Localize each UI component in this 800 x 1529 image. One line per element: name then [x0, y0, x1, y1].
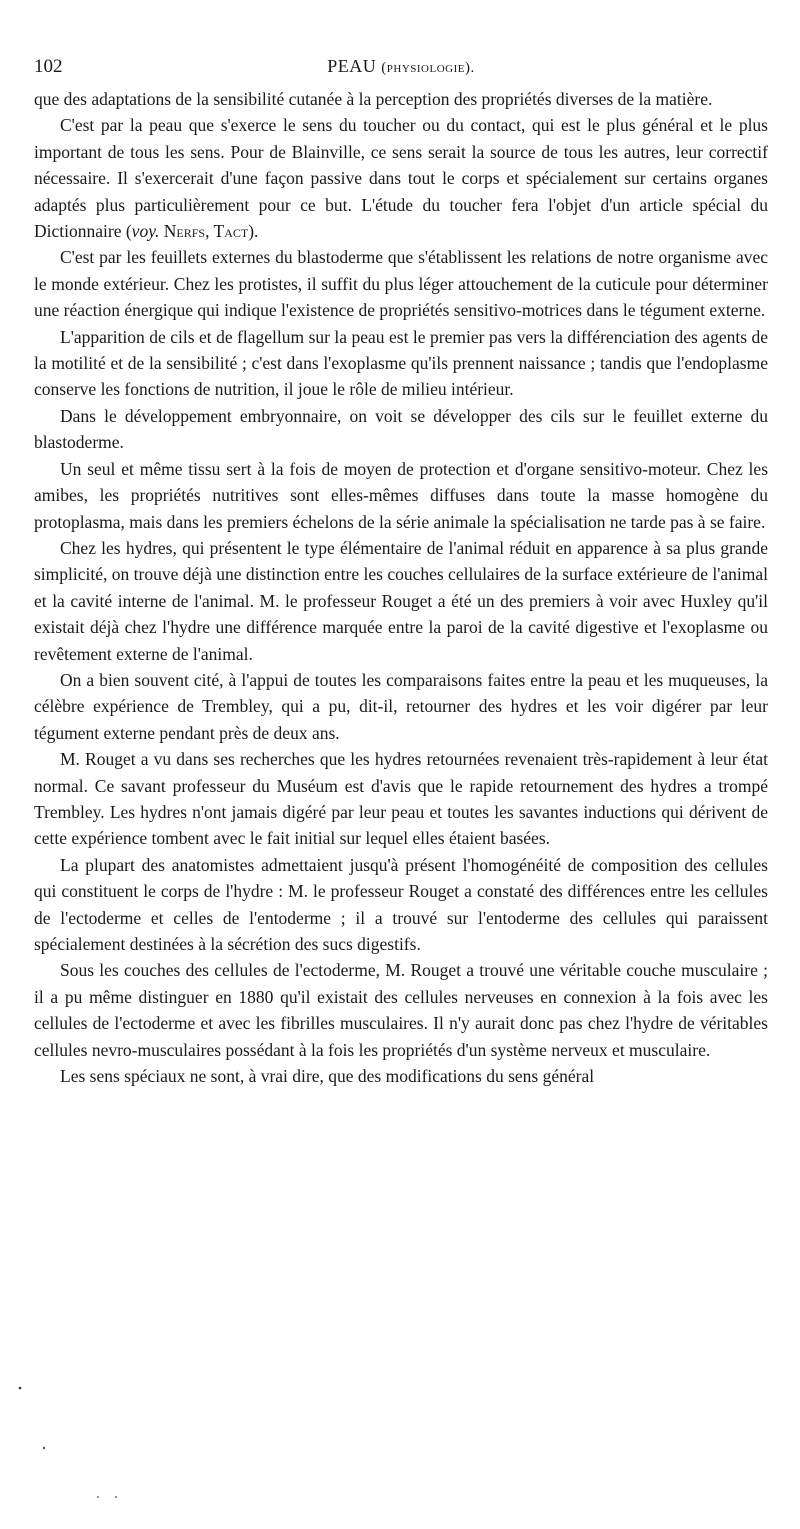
- paragraph: Dans le développement embryonnaire, on voit se développer des cils sur le feuillet externe du blastoderme.: [34, 405, 768, 453]
- paragraph: Les sens spéciaux ne sont, à vrai dire, que des modifications du sens général: [60, 1066, 595, 1087]
- page-number: 102: [34, 56, 63, 77]
- running-header: [34, 56, 768, 86]
- paragraph-end: ).: [248, 221, 259, 242]
- paragraph: [34, 112, 768, 244]
- paragraph: Un seul et même tissu sert à la fois de moyen de protection et d'organe sensitivo-moteur. Chez les amibes, les propriétés nutritives sont elles-mêmes diffuses dans toute la masse homogène du protoplasma, mais dans les premiers échelons de la série animale la spécialisation ne tarde pas à se faire.: [34, 458, 768, 532]
- paragraph: La plupart des anatomistes admettaient jusqu'à présent l'homogénéité de composition des cellules qui constituent le corps de l'hydre : M. le professeur Rouget a constaté des différences entre les cellules de l'ectoderme et celles de l'entoderme ; il a trouvé sur l'entoderme des cellules qui paraissent spécialement destinées à la sécrétion des sucs digestifs.: [34, 854, 768, 954]
- title: PEAU: [327, 56, 377, 76]
- voy-abbrev: voy.: [131, 221, 160, 242]
- speck: [97, 1496, 99, 1498]
- paragraph: L'apparition de cils et de flagellum sur la peau est le premier pas vers la différenciation des agents de la motilité et de la sensibilité ; c'est dans l'exoplasme qu'ils prennent naissance ; tandis que l'endoplasme conserve les fonctions de nutrition, il joue le rôle de milieu intérieur.: [34, 326, 768, 400]
- speck: [19, 1387, 22, 1390]
- cross-references: Nerfs, Tact: [163, 221, 249, 242]
- speck: [115, 1496, 117, 1498]
- paragraph: Sous les couches des cellules de l'ectoderme, M. Rouget a trouvé une véritable couche musculaire ; il a pu même distinguer en 1880 qu'il existait des cellules nerveuses en connexion à la fois avec les cellules de l'ectoderme et avec les fibrilles musculaires. Il n'y aurait donc pas chez l'hydre de véritables cellules nevro-musculaires possédant à la fois les propriétés d'un système nerveux et musculaire.: [34, 960, 768, 1060]
- body-text: [34, 86, 768, 1089]
- page: [34, 56, 768, 1089]
- paragraph-text: C'est par la peau que s'exerce le sens du toucher ou du contact, qui est le plus général et le plus important de tous les sens. Pour de Blainville, ce sens serait la source de tous les autres, leur correctif nécessaire. Il s'exercerait d'une façon passive dans tout le corps et spécialement sur certains organes adaptés plus particulièrement pour ce but. L'étude du toucher fera l'objet d'un article spécial du Dictionnaire (: [34, 115, 768, 242]
- paragraph: On a bien souvent cité, à l'appui de toutes les comparaisons faites entre la peau et les muqueuses, la célèbre expérience de Trembley, qui a pu, dit-il, retourner des hydres et les voir digérer par leur tégument externe pendant près de deux ans.: [34, 669, 768, 743]
- paragraph: M. Rouget a vu dans ses recherches que les hydres retournées revenaient très-rapidement à leur état normal. Ce savant professeur du Muséum est d'avis que le rapide retournement des hydres a trompé Trembley. Les hydres n'ont jamais digéré par leur peau et toutes les savantes inductions qui dérivent de cette expérience tombent avec le fait initial sur lequel elles étaient basées.: [34, 749, 768, 849]
- paragraph: C'est par les feuillets externes du blastoderme que s'établissent les relations de notre organisme avec le monde extérieur. Chez les protistes, il suffit du plus léger attouchement de la cuticule pour déterminer une réaction énergique qui indique l'existence de propriétés sensitivo-motrices dans le tégument externe.: [34, 247, 768, 321]
- paragraph: Chez les hydres, qui présentent le type élémentaire de l'animal réduit en apparence à sa plus grande simplicité, on trouve déjà une distinction entre les couches cellulaires de la surface extérieure de l'animal et la cavité interne de l'animal. M. le professeur Rouget a été un des premiers à voir avec Huxley qu'il existait déjà chez l'hydre une différence marquée entre la paroi de la cavité digestive et l'exoplasme ou revêtement externe de l'animal.: [34, 537, 768, 664]
- paragraph: que des adaptations de la sensibilité cutanée à la perception des propriétés diverses de la matière.: [34, 89, 713, 109]
- speck: [43, 1447, 45, 1449]
- running-title: [34, 56, 768, 77]
- subtitle: (physiologie).: [381, 60, 475, 76]
